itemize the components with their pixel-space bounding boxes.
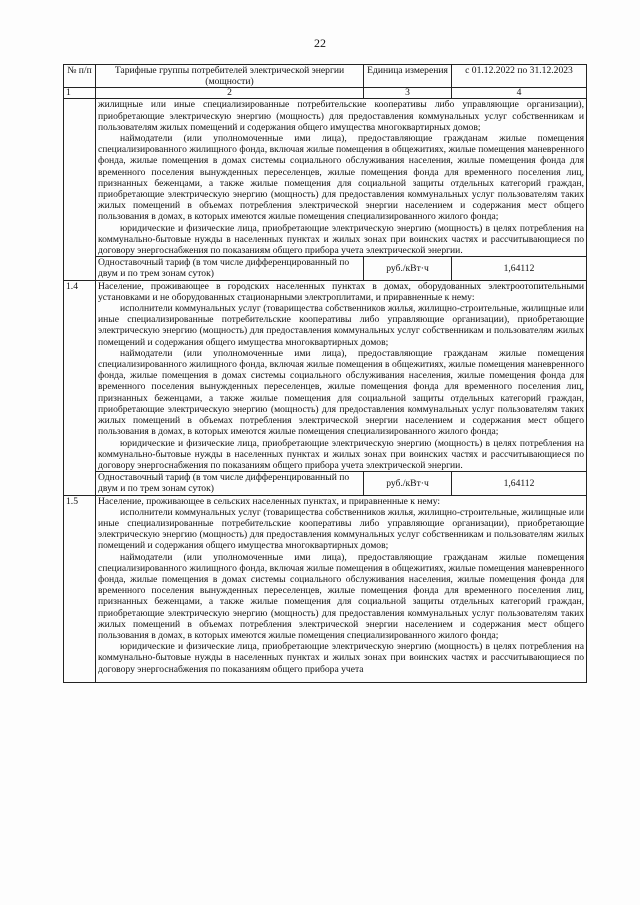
tariff-label: Одноставочный тариф (в том числе дифференцированный по двум и по трем зонам суток): [96, 257, 364, 280]
paragraph: юридические и физические лица, приобретающие электрическую энергию (мощность) в целях потребления на коммунально-бытовые нужды в населенных пунктах и жилых зонах при воинских частях и рассчитывающиеся по договору энергоснабжения по показаниям общего прибора учета: [98, 641, 584, 675]
page-number: 22: [314, 36, 326, 50]
table-header-row: [64, 65, 587, 88]
header-unit: Единица измерения: [364, 65, 452, 88]
index-cell: 1: [64, 88, 96, 99]
row-num-cell: 1.5: [64, 495, 96, 683]
paragraph: жилищные или иные специализированные потребительские кооперативы либо управляющие организации), приобретающие электрическую энергию (мощность) для предоставления коммунальных услуг собственникам и пользователям жилых помещений и содержания общего имущества многоквартирных домов;: [98, 99, 584, 133]
tariff-value: 1,64112: [452, 257, 587, 280]
group-description: [96, 495, 587, 683]
table-row: [64, 99, 587, 257]
paragraph: Население, проживающее в сельских населенных пунктах, и приравненные к нему:: [98, 495, 441, 507]
paragraph: наймодатели (или уполномоченные ими лица), предоставляющие гражданам жилые помещения специализированного жилищного фонда, включая жилые помещения в общежитиях, жилые помещения маневренного фонда, жилые помещения в домах системы социального обслуживания населения, жилые помещения фонда для временного поселения вынужденных переселенцев, жилые помещения фонда для временного поселения лиц, признанных беженцами, а также жилые помещения для социальной защиты отдельных категорий граждан, приобретающие электрическую энергию (мощность) для предоставления коммунальных услуг пользователям таких жилых помещений в объемах потребления электрической энергии населением и содержания мест общего пользования в домах, в которых имеются жилые помещения специализированного жилого фонда;: [98, 133, 584, 223]
table-row: [64, 280, 587, 471]
paragraph: Население, проживающее в городских населенных пунктах в домах, оборудованных электроотопительными установками и не оборудованных стационарными электроплитами, и приравненные к нему:: [98, 280, 584, 303]
group-description: [96, 99, 587, 257]
tariff-row: [64, 472, 587, 495]
paragraph-continued: [98, 641, 584, 682]
table-row: [64, 495, 587, 683]
row-num-cell: 1.4: [64, 280, 96, 495]
tariff-label: Одноставочный тариф (в том числе дифференцированный по двум и по трем зонам суток): [96, 472, 364, 495]
paragraph: юридические и физические лица, приобретающие электрическую энергию (мощность) в целях потребления на коммунально-бытовые нужды в населенных пунктах и жилых зонах при воинских частях и рассчитывающиеся по договору энергоснабжения по показаниям общего прибора учета электрической энергии.: [98, 437, 584, 471]
paragraph: наймодатели (или уполномоченные ими лица), предоставляющие гражданам жилые помещения специализированного жилищного фонда, включая жилые помещения в общежитиях, жилые помещения маневренного фонда, жилые помещения в домах системы социального обслуживания населения, жилые помещения фонда для временного поселения вынужденных переселенцев, жилые помещения фонда для временного поселения лиц, признанных беженцами, а также жилые помещения для социальной защиты отдельных категорий граждан, приобретающие электрическую энергию (мощность) для предоставления коммунальных услуг пользователям таких жилых помещений в объемах потребления электрической энергии населением и содержания мест общего пользования в домах, в которых имеются жилые помещения специализированного жилого фонда;: [98, 347, 584, 438]
table-index-row: [64, 88, 587, 99]
tariff-row: [64, 257, 587, 280]
paragraph: исполнители коммунальных услуг (товарищества собственников жилья, жилищно-строительные, жилищные или иные специализированные потребительские кооперативы либо управляющие организации), приобретающие электрическую энергию (мощность) для предоставления коммунальных услуг собственникам и пользователям жилых помещений и содержания общего имущества многоквартирных домов;: [98, 506, 584, 552]
header-period: с 01.12.2022 по 31.12.2023: [452, 65, 587, 88]
paragraph: юридические и физические лица, приобретающие электрическую энергию (мощность) в целях потребления на коммунально-бытовые нужды в населенных пунктах и жилых зонах при воинских частях и рассчитывающиеся по договору энергоснабжения по показаниям общего прибора учета электрической энергии.: [98, 222, 584, 257]
tariff-unit: руб./кВт·ч: [364, 257, 452, 280]
row-num-cell: [64, 99, 96, 280]
paragraph: исполнители коммунальных услуг (товарищества собственников жилья, жилищно-строительные, жилищные или иные специализированные потребительские кооперативы либо управляющие организации), приобретающие электрическую энергию (мощность) для предоставления коммунальных услуг собственникам и пользователям жилых помещений и содержания общего имущества многоквартирных домов;: [98, 303, 584, 348]
header-num: № п/п: [64, 65, 96, 88]
group-description: [96, 280, 587, 471]
tariff-value: 1,64112: [452, 472, 587, 495]
index-cell: 4: [452, 88, 587, 99]
tariff-unit: руб./кВт·ч: [364, 472, 452, 495]
index-cell: 3: [364, 88, 452, 99]
tariff-table: [63, 64, 587, 683]
paragraph: наймодатели (или уполномоченные ими лица), предоставляющие гражданам жилые помещения специализированного жилищного фонда, включая жилые помещения в общежитиях, жилые помещения маневренного фонда, жилые помещения в домах системы социального обслуживания населения, жилые помещения фонда для временного поселения вынужденных переселенцев, жилые помещения фонда для временного поселения лиц, признанных беженцами, а также жилые помещения для социальной защиты отдельных категорий граждан, приобретающие электрическую энергию (мощность) для предоставления коммунальных услуг пользователям таких жилых помещений в объемах потребления электрической энергии населением и содержания мест общего пользования в домах, в которых имеются жилые помещения специализированного жилого фонда;: [98, 551, 584, 641]
index-cell: 2: [96, 88, 364, 99]
header-group: Тарифные группы потребителей электрической энергии (мощности): [96, 65, 364, 88]
